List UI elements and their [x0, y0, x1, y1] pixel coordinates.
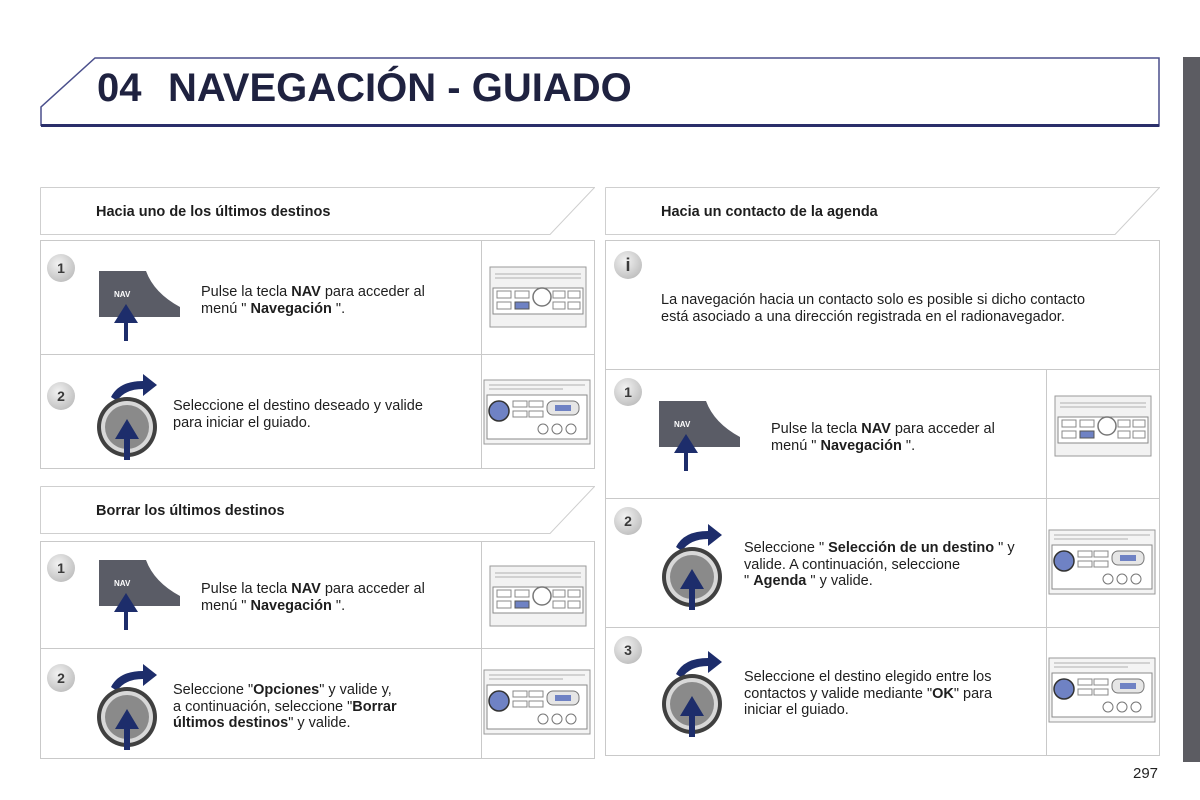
step-1-clear-destinations	[40, 541, 595, 649]
section-heading: Borrar los últimos destinos	[96, 503, 285, 519]
step-instruction: Pulse la tecla NAV para acceder al menú " Navegación ".	[201, 581, 425, 614]
info-text: La navegación hacia un contacto solo es posible si dicho contacto está asociado a una dirección registrada en el radionavegador.	[661, 292, 1086, 325]
radio-panel-nav-thumbnail	[489, 266, 587, 328]
step-instruction: Seleccione el destino elegido entre los contactos y valide mediante "OK" para iniciar el guiado.	[744, 669, 993, 718]
page-number: 297	[1133, 765, 1159, 782]
step-instruction: Pulse la tecla NAV para acceder al menú " Navegación ".	[201, 284, 425, 317]
section-header-last-destinations	[40, 187, 595, 235]
step-badge: 3	[614, 636, 642, 664]
step-instruction: Seleccione " Selección de un destino " y valide. A continuación, seleccione " Agenda " y valide.	[744, 540, 1015, 589]
side-tab	[1183, 57, 1200, 762]
radio-panel-knob-thumbnail	[483, 669, 591, 735]
step-badge: 2	[47, 664, 75, 692]
step-badge: 2	[614, 507, 642, 535]
section-heading: Hacia un contacto de la agenda	[661, 204, 878, 220]
radio-panel-knob-thumbnail	[1048, 529, 1156, 595]
step-instruction: Seleccione "Opciones" y valide y, a continuación, seleccione "Borrar últimos destinos" y valide.	[173, 682, 397, 731]
nav-key-icon	[96, 560, 186, 632]
rotary-knob-icon	[93, 367, 165, 462]
nav-key-label: NAV	[114, 579, 131, 588]
chapter-number: 04	[97, 66, 142, 110]
info-icon: i	[614, 251, 642, 279]
rotary-knob-icon	[93, 657, 165, 752]
nav-key-icon	[656, 401, 746, 473]
section-header-clear-destinations	[40, 486, 595, 534]
rotary-knob-icon	[658, 517, 730, 612]
radio-panel-knob-thumbnail	[483, 379, 591, 445]
step-1-last-destinations	[40, 240, 595, 355]
step-1-contact	[605, 369, 1160, 499]
step-badge: 1	[47, 554, 75, 582]
step-3-contact	[605, 627, 1160, 756]
nav-key-icon	[96, 271, 186, 343]
step-badge: 1	[47, 254, 75, 282]
step-badge: 1	[614, 378, 642, 406]
nav-key-label: NAV	[114, 290, 131, 299]
step-instruction: Seleccione el destino deseado y valide para iniciar el guiado.	[173, 398, 423, 431]
section-heading: Hacia uno de los últimos destinos	[96, 204, 331, 220]
step-badge: 2	[47, 382, 75, 410]
chapter-title: NAVEGACIÓN - GUIADO	[168, 66, 632, 110]
nav-key-label: NAV	[674, 420, 691, 429]
radio-panel-nav-thumbnail	[489, 565, 587, 627]
radio-panel-nav-thumbnail	[1054, 395, 1152, 457]
info-box-contact	[605, 240, 1160, 370]
radio-panel-knob-thumbnail	[1048, 657, 1156, 723]
step-2-clear-destinations	[40, 648, 595, 759]
step-instruction: Pulse la tecla NAV para acceder al menú " Navegación ".	[771, 421, 995, 454]
step-2-last-destinations	[40, 354, 595, 469]
section-header-contact	[605, 187, 1160, 235]
step-2-contact	[605, 498, 1160, 628]
rotary-knob-icon	[658, 644, 730, 739]
